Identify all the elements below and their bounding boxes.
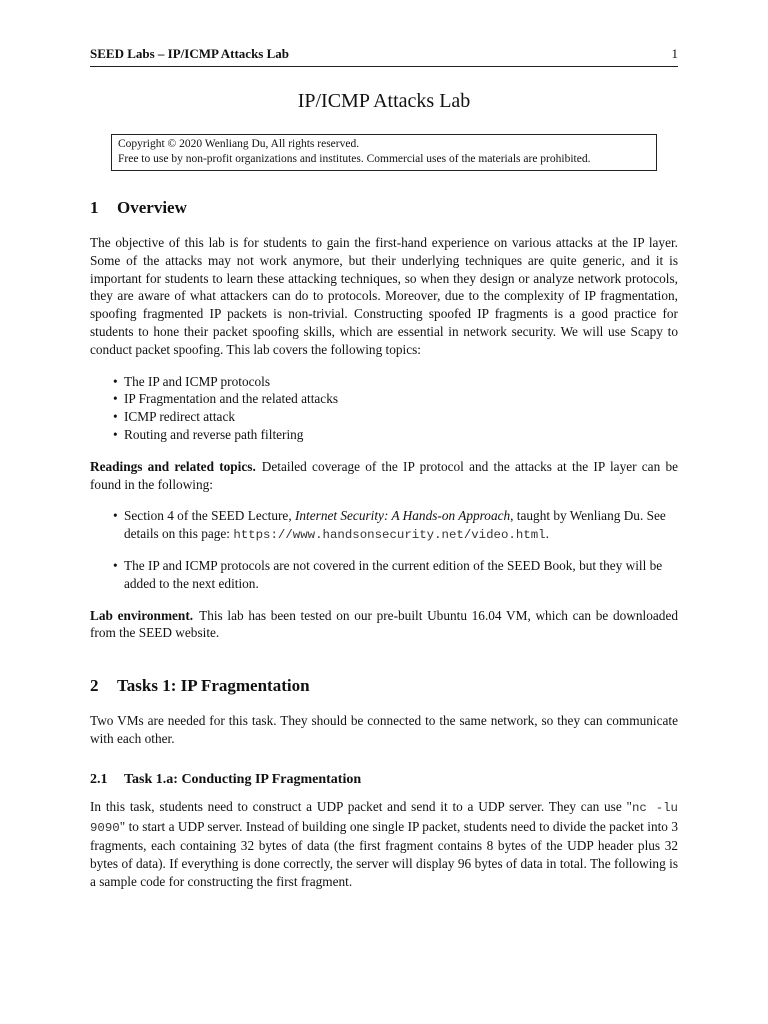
book-title: Internet Security: A Hands-on Approach	[294, 508, 511, 524]
environment-label: Lab environment.	[90, 607, 194, 623]
command-code: nc -lu 9090	[90, 800, 678, 835]
section-title: Tasks 1: IP Fragmentation	[117, 676, 310, 696]
item-text: .	[545, 526, 549, 542]
list-item: • The IP and ICMP protocols are not covered in the current edition of the SEED Book, but they will be added to the next edition.	[114, 557, 678, 593]
paragraph-text: " to start a UDP server. Instead of building one single IP packet, students need to divide the packet into 3 fragments, each containing 32 bytes of data (the first fragment contains 8 bytes of the UDP header plus 32 bytes of data). If everything is done correctly, the server will display 96 bytes of data in total. The following is a sample code for constructing the first fragment.	[90, 818, 678, 889]
running-title: SEED Labs – IP/ICMP Attacks Lab	[90, 46, 290, 61]
environment-paragraph	[90, 607, 678, 643]
list-item: • The IP and ICMP protocols	[114, 373, 678, 391]
subsection-number: 2.1	[90, 771, 108, 787]
running-header	[90, 46, 678, 67]
environment-text: This lab has been tested on our pre-built Ubuntu 16.04 VM, which can be downloaded from the SEED website.	[90, 607, 678, 641]
document-page	[90, 0, 678, 1024]
section-number: 1	[90, 198, 99, 217]
readings-label: Readings and related topics.	[90, 458, 256, 474]
paragraph-text: In this task, students need to construct a UDP packet and send it to a UDP server. They can use "	[90, 798, 632, 814]
subsection-heading	[90, 770, 678, 790]
readings-paragraph	[90, 458, 678, 494]
page-number: 1	[671, 46, 678, 61]
task-intro-paragraph: Two VMs are needed for this task. They should be connected to the same network, so they can communicate with each other.	[90, 713, 678, 746]
video-link[interactable]: https://www.handsonsecurity.net/video.html	[233, 528, 546, 543]
section-heading-overview	[90, 196, 678, 220]
document-title: IP/ICMP Attacks Lab	[297, 90, 471, 112]
license-line: Free to use by non-profit organizations and institutes. Commercial uses of the materials are prohibited.	[118, 153, 591, 165]
task-paragraph	[90, 798, 678, 891]
copyright-line: Copyright © 2020 Wenliang Du, All rights reserved.	[118, 138, 360, 150]
list-item: • Routing and reverse path filtering	[114, 426, 678, 444]
list-item: • ICMP redirect attack	[114, 408, 678, 426]
copyright-box	[111, 134, 657, 171]
topics-list	[90, 373, 678, 444]
readings-list	[90, 507, 678, 592]
item-text: , taught by Wenliang Du. See details on this page:	[124, 508, 666, 542]
section-heading-fragmentation	[90, 674, 678, 698]
subsection-title: Task 1.a: Conducting IP Fragmentation	[124, 771, 362, 787]
section-number: 2	[90, 676, 99, 696]
list-item: • IP Fragmentation and the related attacks	[114, 390, 678, 408]
item-text: Section 4 of the SEED Lecture,	[124, 508, 295, 524]
document-body	[90, 196, 678, 905]
list-item	[114, 507, 678, 545]
overview-paragraph: The objective of this lab is for students to gain the first-hand experience on various attacks at the IP layer. Some of the attacks may not work anymore, but their underlying techniques are quite generic, and it is important for students to learn these attacking techniques, so when they design or analyze network protocols, they are aware of what attackers can do to protocols. Moreover, due to the complexity of IP fragmentation, spoofing fragmented IP packets is non-trivial. Constructing spoofed IP fragments is a good practice for students to hone their packet spoofing skills, which are essential in network security. We will use Scapy to conduct packet spoofing. This lab covers the following topics:	[90, 235, 678, 357]
readings-text: Detailed coverage of the IP protocol and the attacks at the IP layer can be found in the following:	[90, 458, 678, 492]
section-title: Overview	[117, 198, 187, 217]
